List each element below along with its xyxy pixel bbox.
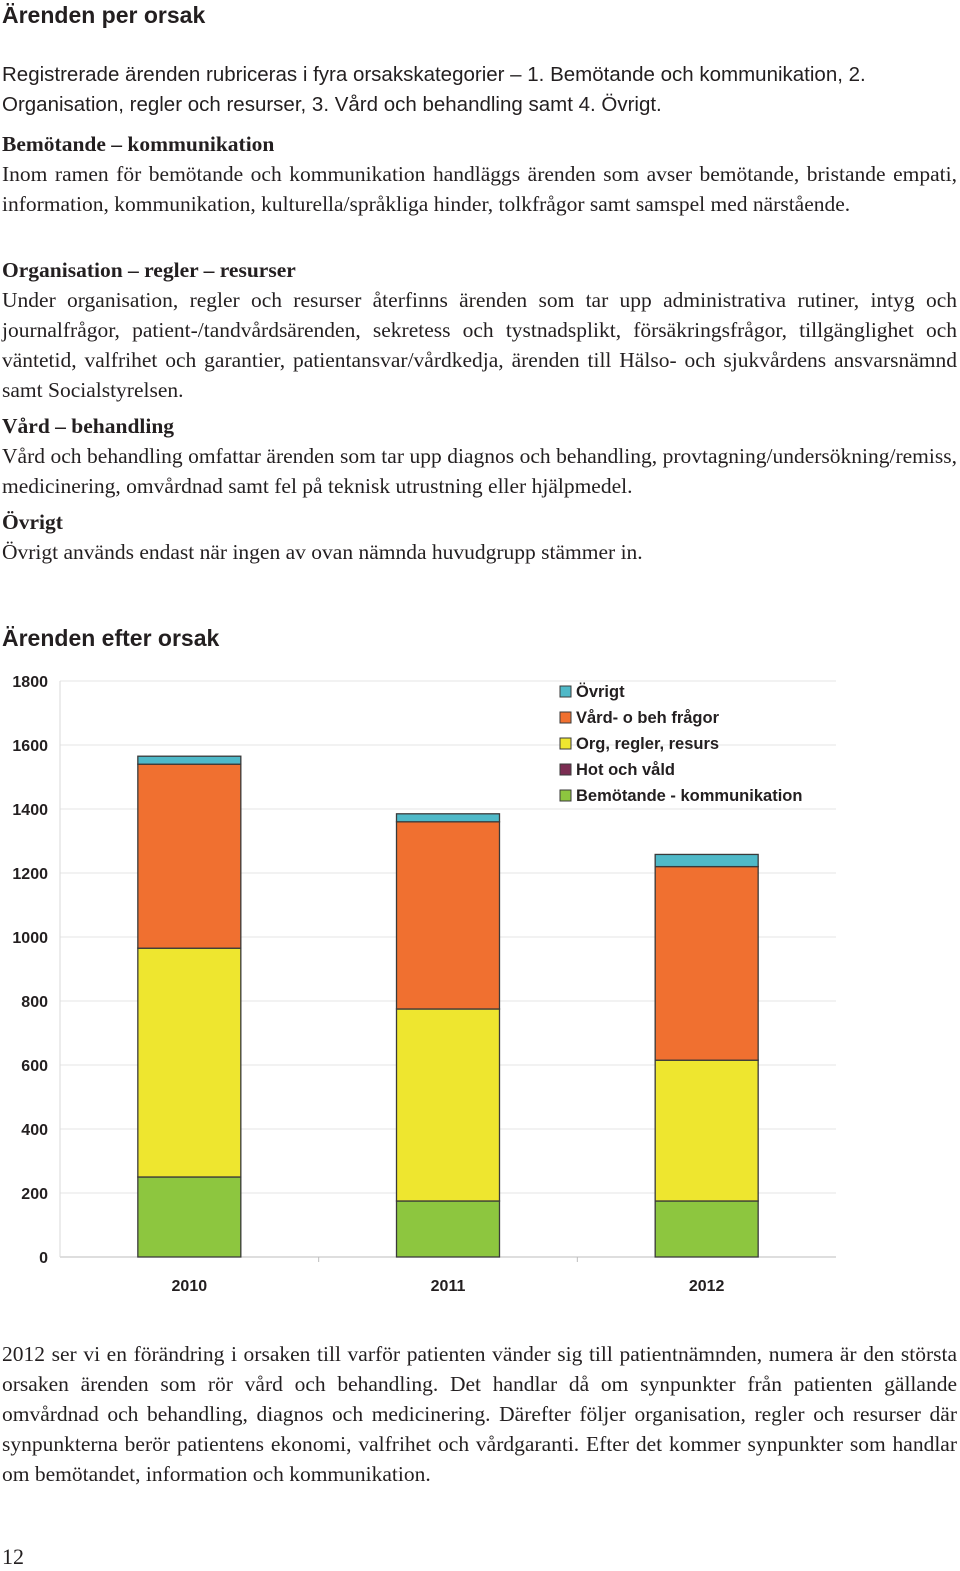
legend-label: Org, regler, resurs	[576, 735, 720, 753]
chart-heading: Ärenden efter orsak	[2, 625, 220, 651]
legend-swatch	[560, 738, 571, 749]
legend-label: Bemötande - kommunikation	[576, 787, 803, 805]
bar-segment	[397, 822, 500, 1009]
y-tick-label: 0	[39, 1250, 48, 1267]
section-title: Övrigt	[2, 510, 63, 534]
bar-segment	[655, 867, 758, 1061]
y-tick-label: 1800	[12, 674, 48, 691]
legend-label: Övrigt	[576, 683, 625, 701]
bar-segment	[655, 1201, 758, 1257]
y-tick-label: 1200	[12, 866, 48, 883]
legend-label: Hot och våld	[576, 761, 676, 779]
section-text: Vård och behandling omfattar ärenden som tar upp diagnos och behandling, provtagning/undersökning/remiss, medicinering, omvårdnad samt fel på teknisk utrustning eller hjälpmedel.	[2, 444, 957, 498]
section-bemotande	[2, 129, 957, 219]
bar-segment	[397, 1009, 500, 1201]
section-title: Bemötande – kommunikation	[2, 132, 275, 156]
x-tick-label: 2012	[688, 1278, 725, 1295]
section-organisation	[2, 255, 957, 405]
section-text: Inom ramen för bemötande och kommunikation handläggs ärenden som avser bemötande, bristande empati, information, kommunikation, kulturella/språkliga hinder, tolkfrågor samt samspel med närstående.	[2, 162, 957, 216]
section-text: Under organisation, regler och resurser återfinns ärenden som tar upp administrativa rutiner, intyg och journalfrågor, patient-/tandvårdsärenden, sekretess och tystnadsplikt, försäkringsfrågor, tillgänglighet och väntetid, valfrihet och garantier, patientansvar/vårdkedja, ärenden till Hälso- och sjukvårdens ansvarsnämnd samt Socialstyrelsen.	[2, 288, 957, 402]
section-ovrigt	[2, 507, 957, 567]
legend-label: Vård- o beh frågor	[576, 709, 720, 727]
x-tick-label: 2010	[171, 1278, 208, 1295]
section-title: Organisation – regler – resurser	[2, 258, 296, 282]
y-tick-label: 1400	[12, 802, 48, 819]
chart-svg	[0, 668, 960, 1308]
bar-segment	[138, 764, 241, 948]
intro-paragraph: Registrerade ärenden rubriceras i fyra orsakskategorier – 1. Bemötande och kommunikation, 2. Organisation, regler och resurser, 3. Vård och behandling samt 4. Övrigt.	[2, 63, 866, 116]
y-tick-label: 1000	[12, 930, 48, 947]
y-tick-label: 200	[21, 1186, 48, 1203]
page-number: 12	[2, 1544, 24, 1569]
stacked-bar-chart	[0, 668, 960, 1308]
y-tick-label: 1600	[12, 738, 48, 755]
legend-swatch	[560, 686, 571, 697]
legend-swatch	[560, 790, 571, 801]
y-tick-label: 800	[21, 994, 48, 1011]
page-heading: Ärenden per orsak	[2, 2, 206, 28]
section-text: Övrigt används endast när ingen av ovan nämnda huvudgrupp stämmer in.	[2, 540, 643, 564]
section-title: Vård – behandling	[2, 414, 175, 438]
x-tick-label: 2011	[430, 1278, 466, 1295]
bar-segment	[655, 854, 758, 866]
legend-swatch	[560, 712, 571, 723]
bar-segment	[138, 1177, 241, 1257]
y-tick-label: 600	[21, 1058, 48, 1075]
bar-segment	[138, 948, 241, 1177]
section-vard	[2, 411, 957, 501]
bar-segment	[397, 1201, 500, 1257]
bar-segment	[138, 756, 241, 764]
conclusion-paragraph: 2012 ser vi en förändring i orsaken till varför patienten vänder sig till patientnämnden, numera är den största orsaken ärenden som rör vård och behandling. Det handlar då om synpunkter från patienten gällande omvårdnad och behandling, diagnos och medicinering. Därefter följer organisation, regler och resurser där synpunkterna berör patientens ekonomi, valfrihet och vårdgaranti. Efter det kommer synpunkter som handlar om bemötandet, information och kommunikation.	[2, 1342, 957, 1486]
y-tick-label: 400	[21, 1122, 48, 1139]
bar-segment	[655, 1060, 758, 1201]
bar-segment	[397, 814, 500, 822]
legend-swatch	[560, 764, 571, 775]
